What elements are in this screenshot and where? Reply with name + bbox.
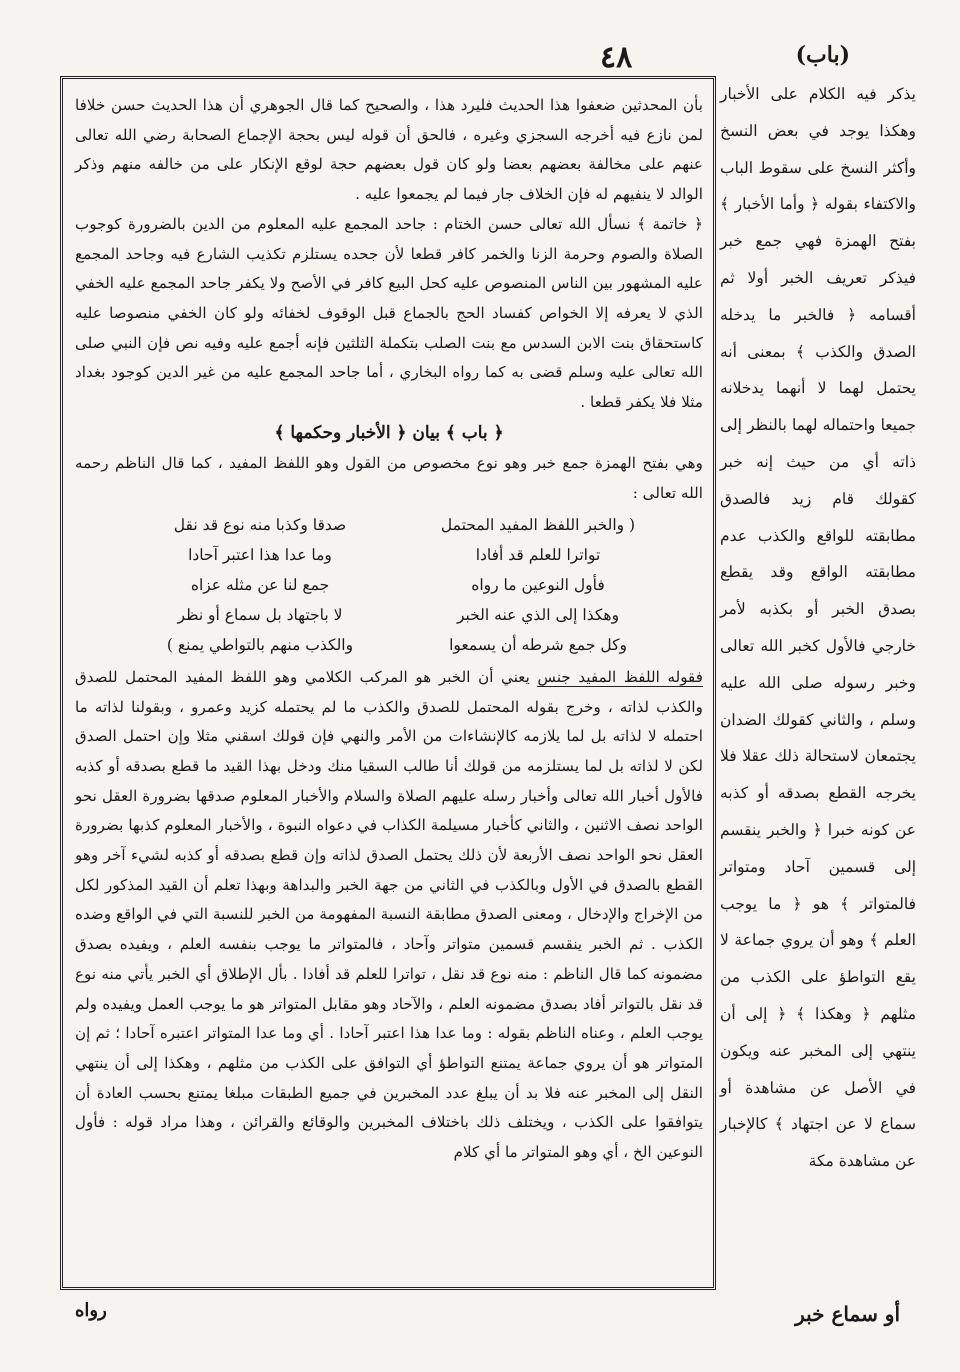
page-header <box>0 40 960 80</box>
verse-second-hemistich: وما عدا هذا اعتبر آحادا <box>188 545 332 564</box>
verse-line <box>75 601 703 631</box>
chapter-intro: وهي بفتح الهمزة جمع خبر وهو نوع مخصوص من القول وهو اللفظ المفيد ، كما قال الناظم رحمه الله تعالى : <box>75 454 703 503</box>
commentary-reference: فقوله اللفظ المفيد جنس <box>537 667 704 686</box>
verse-first-hemistich: فأول النوعين ما رواه <box>471 575 605 594</box>
page-number: ٤٨ <box>600 40 633 75</box>
verse-block <box>75 511 703 661</box>
verse-second-hemistich: صدقا وكذبا منه نوع قد نقل <box>173 515 347 534</box>
verse-line <box>75 631 703 661</box>
verse-first-hemistich: ( والخبر اللفظ المفيد المحتمل <box>440 515 636 534</box>
verse-line <box>75 541 703 571</box>
left-catchword: رواه <box>75 1300 107 1321</box>
closing-paragraph: ﴿ خاتمة ﴾ نسأل الله تعالى حسن الختام : جاحد المجمع عليه المعلوم من الدين بالضرورة كوجوب الصلاة والصوم وحرمة الزنا والخمر كافر قطعا لأن جحده يستلزم تكذيب الشارع فيه وجاحد المجمع عليه المشهور بين الناس المنصوص عليه كحل البيع كافر في الأصح ولا يكفر جاحد المجمع عليه الخفي الذي لا يعرفه إلا الخواص كفساد الحج بالجماع قبل الوقوف لخفائه ولو كان الخفي منصوصا عليه كاستحقاق بنت الابن السدس مع بنت الصلب بتكملة الثلثين فإنه أجمع عليه وفيه نص فإن النبي صلى الله تعالى عليه وسلم قضى به كما رواه البخاري ، أما جاحد المجمع عليه من غير الدين كوجود بغداد مثلا فلا يكفر قطعا . <box>75 214 703 412</box>
main-text-frame <box>60 76 716 1290</box>
paragraph: بأن المحدثين ضعفوا هذا الحديث فليرد هذا ، والصحيح كما قال الجوهري أن هذا الحديث حسن خلافا لمن نازع فيه أخرجه السجزي وغيره ، فالحق أن قوله ليس بحجة الإجماع الصحابة رضي الله تعالى عنهم على مخالفة بعضهم بعضا ولو كان قول بعضهم حجة لوقع الإنكار على من خالفه منهم وذكر الوالد لا ينفيهم له فإن الخلاف جار فيما لم يجمعوا عليه . <box>75 96 703 204</box>
verse-first-hemistich: وهكذا إلى الذي عنه الخبر <box>456 605 620 624</box>
verse-second-hemistich: جمع لنا عن مثله عزاه <box>190 575 330 594</box>
section-tag: (باب) <box>795 42 850 68</box>
verse-first-hemistich: تواترا للعلم قد أفادا <box>475 545 601 564</box>
commentary <box>75 663 703 1168</box>
verse-first-hemistich: وكل جمع شرطه أن يسمعوا <box>449 635 627 654</box>
verse-second-hemistich: والكذب منهم بالتواطي يمنع ) <box>166 635 354 654</box>
verse-line <box>75 571 703 601</box>
verse-second-hemistich: لا باجتهاد بل سماع أو نظر <box>177 605 343 624</box>
chapter-title: ﴿ باب ﴾ بيان ﴿ الأخبار وحكمها ﴾ <box>274 422 504 443</box>
main-text <box>75 91 703 1168</box>
margin-text: يذكر فيه الكلام على الأخبار وهكذا يوجد في بعض النسخ وأكثر النسخ على سقوط الباب والاكتفاء بقوله ﴿ وأما الأخبار ﴾ بفتح الهمزة فهي جمع خبر فيذكر تعريف الخبر أولا ثم أقسامه ﴿ فالخبر ما يدخله الصدق والكذب ﴾ بمعنى أنه يحتمل لهما لا أنهما يدخلانه جميعا واحتماله لهما بالنظر إلى ذاته أي من حيث إنه خبر كقولك قام زيد فالصدق مطابقته للواقع والكذب عدم مطابقته الواقع وقد يقطع بصدق الخبر أو بكذبه لأمر خارجي فالأول كخبر الله تعالى وخبر رسوله صلى الله عليه وسلم ، والثاني كقولك الضدان يجتمعان لاستحالة ذلك عقلا فلا يخرجه القطع بصدقه أو كذبه عن كونه خبرا ﴿ والخبر ينقسم إلى قسمين آحاد ومتواتر فالمتواتر ﴾ هو ﴿ ما يوجب العلم ﴾ وهو أن يروي جماعة لا يقع التواطؤ على الكذب من مثلهم ﴿ وهكذا ﴾ ﴿ إلى أن ينتهي إلى المخبر عنه ويكون في الأصل عن مشاهدة أو سماع لا عن اجتهاد ﴾ كالإخبار عن مشاهدة مكة <box>720 85 916 1171</box>
verse-line <box>75 511 703 541</box>
commentary-text: يعني أن الخبر هو المركب الكلامي وهو اللفظ المفيد المحتمل للصدق والكذب لذاته ، وخرج بقوله المحتمل للصدق والكذب ما لم يحتمله كزيد وعمرو ، وبقولنا لذاته ما احتمله لا لذاته بل لما يلازمه كالإنشاءات من الأمر والنهي فإن قولك اسقني مثلا وإن احتمل الصدق لكن لا لذاته بل لما يستلزمه من قولك أنا طالب السقيا منك ودخل بهذا القيد ما قطع بصدقه أو كذبه فالأول أخبار الله تعالى وأخبار رسله عليهم الصلاة والسلام والأخبار المعلوم صدقها بضرورة العقل نحو الواحد نصف الاثنين ، والثاني كأخبار مسيلمة الكذاب في دعواه النبوة ، والأخبار المعلوم كذبها بضرورة العقل نحو الواحد نصف الأربعة لأن ذلك يحتمل الصدق لذاته وإن قطع بصدقه أو كذبه لشيء آخر وهو القطع بالصدق في الأول وبالكذب في الثاني من جهة الخبر والبداهة وبهذا تعلم أن القيد المذكور لكل من الإخراج والإدخال ، ومعنى الصدق مطابقة النسبة المفهومة من الخبر للنسبة التي في الواقع وضده الكذب . ثم الخبر ينقسم قسمين متواتر وآحاد ، فالمتواتر ما يوجب بنفسه العلم ، ويفيده بصدق مضمونه كما قال الناظم : منه نوع قد نقل ، تواترا للعلم قد أفادا . بأل الإطلاق أي الخبر يأتي منه نوع قد نقل بالتواتر أفاد بصدق مضمونه العلم ، والآحاد وهو مقابل المتواتر هو ما يوجب العمل ويفيده ولم يوجب العلم ، وعناه الناظم بقوله : وما عدا هذا اعتبر آحادا . أي وما عدا المتواتر اعتبره آحادا ؛ ثم إن المتواتر هو أن يروي جماعة يمتنع التواطؤ أي التوافق على الكذب من مثلهم ، وهكذا إلى أن ينتهي النقل إلى المخبر عنه فلا بد أن يبلغ عدد المخبرين في جميع الطبقات مبلغا يمتنع بحسب العادة أن يتوافقوا على الكذب ، ويختلف ذلك باختلاف المخبرين والوقائع والقرائن ، وهذا مراد قوله : فأول النوعين الخ ، أي وهو المتواتر ما أي كلام <box>75 667 703 1162</box>
catchword: أو سماع خبر <box>795 1302 900 1326</box>
